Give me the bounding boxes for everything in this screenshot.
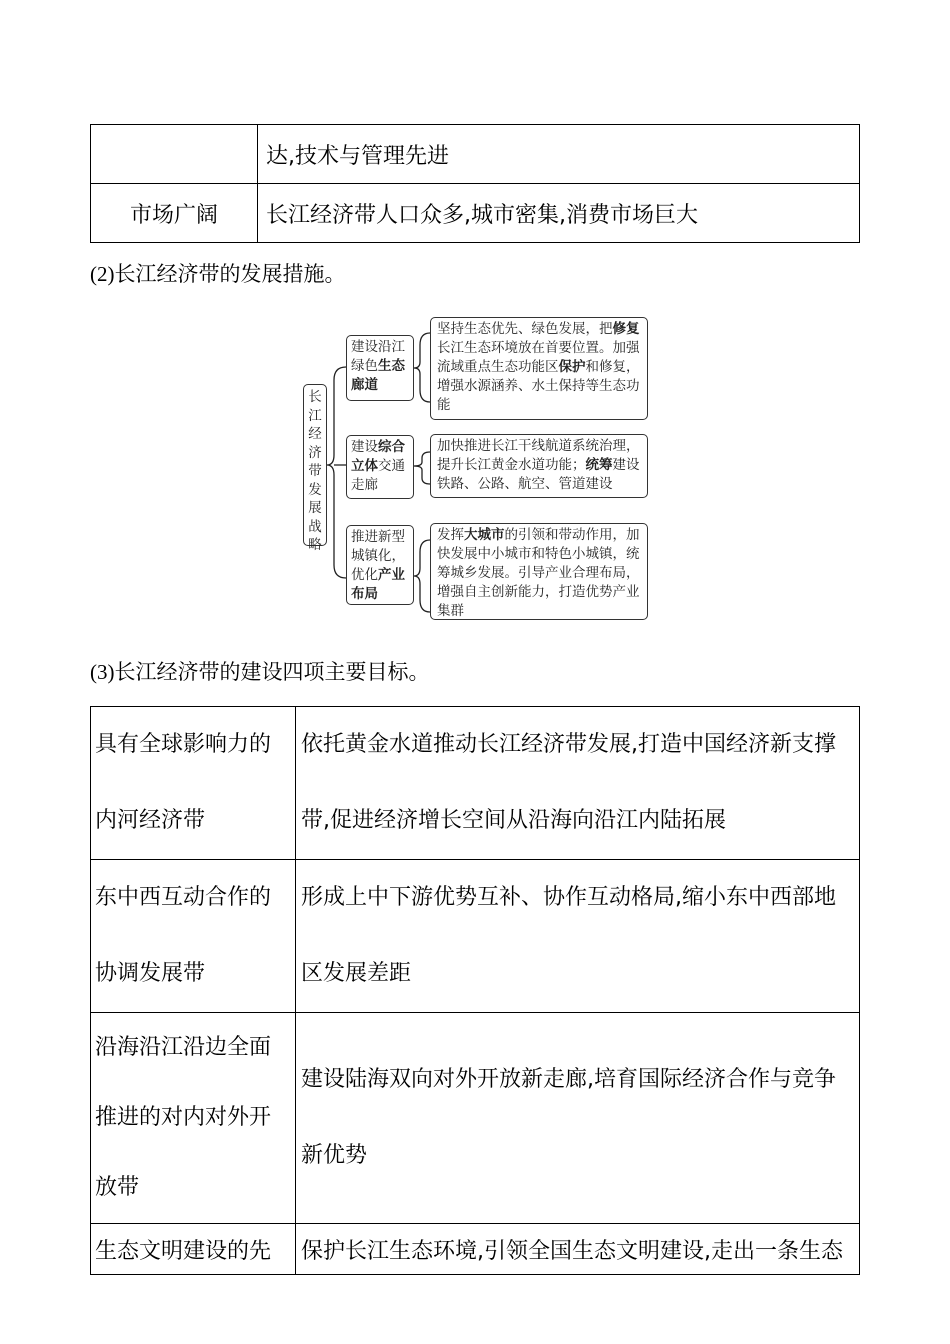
mid-brace-2 [414, 452, 430, 484]
leaf-box-transport: 加快推进长江干线航道系统治理，提升长江黄金水道功能；统筹建设铁路、公路、航空、管道建设 [430, 434, 648, 498]
section-heading-3: (3)长江经济带的建设四项主要目标。 [90, 660, 430, 684]
table-cell-text: 形成上中下游优势互补、协作互动格局,缩小东中西部地 区发展差距 [296, 860, 860, 1013]
table-row [91, 860, 860, 1013]
leaf-box-urbanization: 发挥大城市的引领和带动作用，加快发展中小城市和特色小城镇，统筹城乡发展。引导产业合理布局，增强自主创新能力，打造优势产业集群 [430, 523, 648, 620]
table-cell-text: 依托黄金水道推动长江经济带发展,打造中国经济新支撑 带,促进经济增长空间从沿海向沿江内陆拓展 [296, 707, 860, 860]
mid-brace-3 [414, 540, 430, 612]
root-brace [327, 367, 346, 578]
table-cell-text: 保护长江生态环境,引领全国生态文明建设,走出一条生态 [296, 1224, 860, 1275]
table-cell-label: 沿海沿江沿边全面 推进的对内对外开 放带 [91, 1013, 296, 1224]
table-cell-text: 长江经济带人口众多,城市密集,消费市场巨大 [258, 184, 860, 243]
table-cell-label: 生态文明建设的先 [91, 1224, 296, 1275]
table-cell-label: 具有全球影响力的 内河经济带 [91, 707, 296, 860]
table-row [91, 1013, 860, 1224]
mid-brace-1 [414, 333, 430, 402]
mid-box-ecology: 建设沿江绿色生态廊道 [346, 335, 414, 401]
table-row [91, 707, 860, 860]
mid-box-transport: 建设综合立体交通走廊 [346, 435, 414, 499]
table-cell-label: 东中西互动合作的 协调发展带 [91, 860, 296, 1013]
goals-table [90, 706, 860, 1275]
section-heading-2: (2)长江经济带的发展措施。 [90, 262, 346, 286]
table-cell-text: 达,技术与管理先进 [258, 125, 860, 184]
table-cell-text: 建设陆海双向对外开放新走廊,培育国际经济合作与竞争 新优势 [296, 1013, 860, 1224]
mid-box-urbanization: 推进新型城镇化，优化产业布局 [346, 525, 414, 605]
leaf-box-ecology: 坚持生态优先、绿色发展，把修复长江生态环境放在首要位置。加强流域重点生态功能区保护和修复，增强水源涵养、水土保持等生态功能 [430, 317, 648, 420]
table-cell-label: 市场广阔 [91, 184, 258, 243]
root-box: 长 江 经 济 带 发 展 战 略 [303, 384, 327, 546]
table-row [91, 1224, 860, 1275]
